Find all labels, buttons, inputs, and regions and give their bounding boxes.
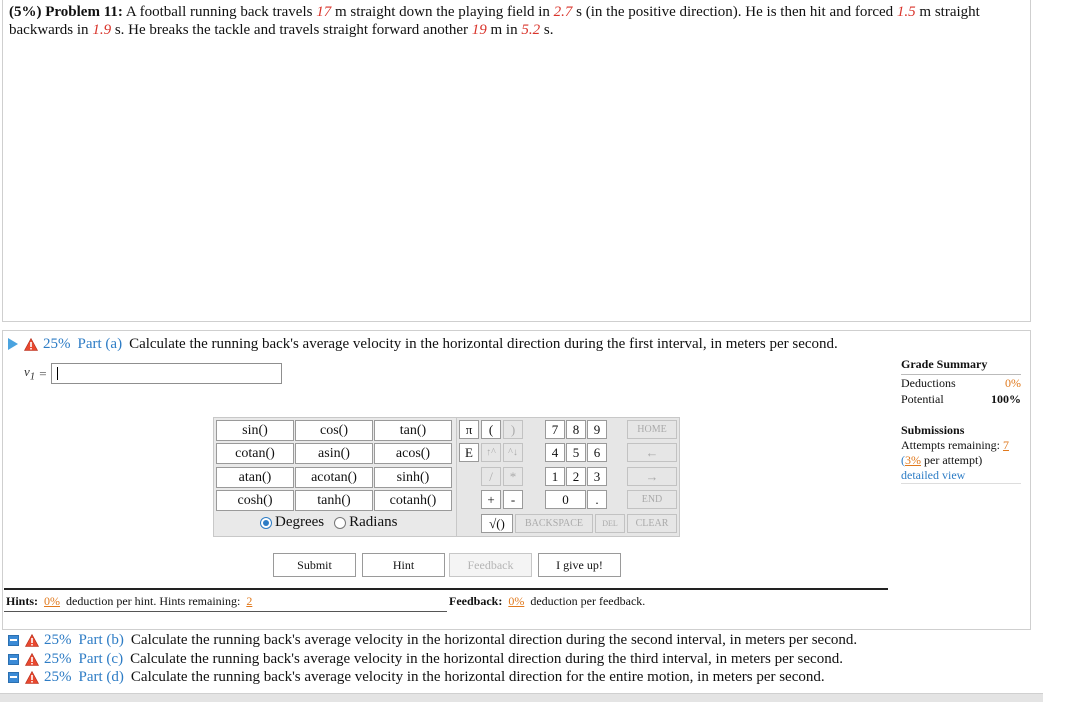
part-b-question: Calculate the running back's average velocity in the horizontal direction during the second interval, in meters per second. bbox=[130, 632, 858, 648]
submissions-panel bbox=[901, 423, 1021, 484]
hints-label: Hints: bbox=[6, 594, 39, 608]
part-d-weight: 25% bbox=[44, 669, 72, 685]
problem-text-1: A football running back travels bbox=[125, 4, 313, 20]
problem-text-3: s (in the positive direction). He is then hit and forced bbox=[576, 4, 894, 20]
submissions-title: Submissions bbox=[901, 423, 965, 437]
feedback-deduction: 0% bbox=[508, 594, 525, 608]
radians-radio[interactable] bbox=[334, 517, 346, 529]
potential-row bbox=[901, 391, 1021, 407]
collapse-icon[interactable] bbox=[8, 672, 19, 683]
key-pi[interactable]: π bbox=[459, 420, 479, 439]
problem-text-6: m in bbox=[490, 22, 518, 38]
feedback-label: Feedback: bbox=[449, 594, 503, 608]
func-cosh-button[interactable]: cosh() bbox=[216, 490, 294, 511]
key-7[interactable]: 7 bbox=[545, 420, 565, 439]
hint-button[interactable]: Hint bbox=[362, 553, 445, 577]
part-d-name: Part (d) bbox=[78, 669, 124, 685]
attempts-remaining: 7 bbox=[1002, 438, 1009, 452]
key-dot[interactable]: . bbox=[587, 490, 607, 509]
problem-box bbox=[2, 0, 1031, 322]
distance-2: 1.5 bbox=[896, 4, 916, 20]
key-down-caret[interactable]: ^↓ bbox=[503, 443, 523, 462]
radians-label: Radians bbox=[349, 514, 398, 530]
key-lparen[interactable]: ( bbox=[481, 420, 501, 439]
distance-1: 17 bbox=[316, 4, 332, 20]
func-sinh-button[interactable]: sinh() bbox=[374, 467, 452, 488]
key-6[interactable]: 6 bbox=[587, 443, 607, 462]
warning-icon bbox=[24, 338, 38, 351]
key-1[interactable]: 1 bbox=[545, 467, 565, 486]
time-2: 1.9 bbox=[92, 22, 112, 38]
distance-3: 19 bbox=[471, 22, 487, 38]
part-d-header[interactable] bbox=[8, 668, 825, 686]
func-sin-button[interactable]: sin() bbox=[216, 420, 294, 441]
answer-equals: = bbox=[39, 365, 47, 381]
grade-summary bbox=[901, 357, 1021, 407]
potential-label: Potential bbox=[901, 392, 944, 406]
key-del[interactable]: DEL bbox=[595, 514, 625, 533]
func-acos-button[interactable]: acos() bbox=[374, 443, 452, 464]
problem-statement bbox=[9, 3, 1029, 39]
per-attempt-pct: 3% bbox=[905, 453, 921, 467]
feedback-text bbox=[449, 594, 645, 609]
key-5[interactable]: 5 bbox=[566, 443, 586, 462]
func-acotan-button[interactable]: acotan() bbox=[295, 467, 373, 488]
function-table bbox=[213, 417, 457, 537]
key-up-caret[interactable]: ↑^ bbox=[481, 443, 501, 462]
func-cotan-button[interactable]: cotan() bbox=[216, 443, 294, 464]
hints-remaining: 2 bbox=[246, 594, 253, 608]
key-2[interactable]: 2 bbox=[566, 467, 586, 486]
answer-var-letter: v bbox=[24, 364, 30, 380]
part-d-question: Calculate the running back's average velocity in the horizontal direction for the entire motion, in meters per second. bbox=[130, 669, 825, 685]
feedback-button[interactable]: Feedback bbox=[449, 553, 532, 577]
problem-weight: (5%) bbox=[9, 4, 42, 20]
potential-value: 100% bbox=[991, 392, 1021, 406]
func-asin-button[interactable]: asin() bbox=[295, 443, 373, 464]
warning-icon bbox=[25, 653, 39, 666]
text-caret bbox=[57, 367, 58, 380]
attempts-label: Attempts remaining: bbox=[901, 438, 1000, 452]
problem-text-4: m straight backwards in bbox=[9, 4, 980, 38]
deductions-row bbox=[901, 375, 1021, 391]
key-e[interactable]: E bbox=[459, 443, 479, 462]
part-a-header[interactable] bbox=[8, 335, 838, 353]
problem-text-2: m straight down the playing field in bbox=[334, 4, 550, 20]
answer-input[interactable] bbox=[51, 363, 282, 384]
per-attempt-row bbox=[901, 453, 1021, 468]
warning-icon bbox=[25, 671, 39, 684]
key-rparen[interactable]: ) bbox=[503, 420, 523, 439]
problem-label: Problem 11: bbox=[45, 4, 123, 20]
part-a-question: Calculate the running back's average velocity in the horizontal direction during the first interval, in meters per second. bbox=[129, 336, 838, 352]
hints-description: deduction per hint. Hints remaining: bbox=[66, 594, 241, 608]
deductions-label: Deductions bbox=[901, 376, 956, 390]
part-b-header[interactable] bbox=[8, 631, 857, 649]
key-3[interactable]: 3 bbox=[587, 467, 607, 486]
hints-deduction: 0% bbox=[44, 594, 61, 608]
answer-var-sub: 1 bbox=[29, 370, 36, 383]
part-c-weight: 25% bbox=[44, 651, 72, 667]
detailed-view-link[interactable]: detailed view bbox=[901, 468, 1021, 484]
func-tan-button[interactable]: tan() bbox=[374, 420, 452, 441]
time-1: 2.7 bbox=[553, 4, 573, 20]
key-minus[interactable]: - bbox=[503, 490, 523, 509]
time-3: 5.2 bbox=[521, 22, 541, 38]
part-c-question: Calculate the running back's average velocity in the horizontal direction during the third interval, in meters per second. bbox=[130, 651, 843, 667]
per-attempt-text: per attempt) bbox=[924, 453, 983, 467]
problem-text-5: s. He breaks the tackle and travels straight forward another bbox=[114, 22, 469, 38]
key-sqrt[interactable]: √() bbox=[481, 514, 513, 533]
func-cotanh-button[interactable]: cotanh() bbox=[374, 490, 452, 511]
part-c-name: Part (c) bbox=[78, 651, 124, 667]
part-a-name: Part (a) bbox=[77, 336, 123, 352]
func-cos-button[interactable]: cos() bbox=[295, 420, 373, 441]
answer-row bbox=[24, 363, 282, 384]
key-0[interactable]: 0 bbox=[545, 490, 586, 509]
feedback-description: deduction per feedback. bbox=[530, 594, 646, 608]
per-attempt-paren: ( bbox=[901, 453, 905, 467]
keypad bbox=[456, 417, 680, 537]
feedback-bar bbox=[447, 588, 888, 612]
key-clear[interactable]: CLEAR bbox=[627, 514, 677, 533]
hints-bar bbox=[4, 588, 447, 612]
problem-text-7: s. bbox=[543, 22, 554, 38]
part-b-name: Part (b) bbox=[78, 632, 124, 648]
func-tanh-button[interactable]: tanh() bbox=[295, 490, 373, 511]
grade-summary-title: Grade Summary bbox=[901, 357, 1021, 375]
part-a-weight: 25% bbox=[43, 336, 71, 352]
deductions-value: 0% bbox=[1005, 376, 1021, 390]
key-8[interactable]: 8 bbox=[566, 420, 586, 439]
collapse-icon[interactable] bbox=[8, 654, 19, 665]
degrees-radio[interactable] bbox=[260, 517, 272, 529]
key-home[interactable]: HOME bbox=[627, 420, 677, 439]
key-multiply[interactable]: * bbox=[503, 467, 523, 486]
answer-variable bbox=[24, 364, 35, 383]
attempts-row bbox=[901, 438, 1021, 453]
key-divide[interactable]: / bbox=[481, 467, 501, 486]
submit-button[interactable]: Submit bbox=[273, 553, 356, 577]
collapse-icon[interactable] bbox=[8, 635, 19, 646]
warning-icon bbox=[25, 634, 39, 647]
part-c-header[interactable] bbox=[8, 650, 843, 668]
angle-mode bbox=[260, 514, 397, 531]
give-up-button[interactable]: I give up! bbox=[538, 553, 621, 577]
part-b-weight: 25% bbox=[44, 632, 72, 648]
key-9[interactable]: 9 bbox=[587, 420, 607, 439]
key-backspace[interactable]: BACKSPACE bbox=[515, 514, 593, 533]
key-4[interactable]: 4 bbox=[545, 443, 565, 462]
key-plus[interactable]: + bbox=[481, 490, 501, 509]
hints-text bbox=[6, 594, 252, 609]
expand-arrow-icon[interactable] bbox=[8, 338, 18, 350]
key-end[interactable]: END bbox=[627, 490, 677, 509]
arrow-right-icon[interactable]: → bbox=[627, 467, 677, 486]
degrees-label: Degrees bbox=[275, 514, 325, 530]
arrow-left-icon[interactable]: ← bbox=[627, 443, 677, 462]
func-atan-button[interactable]: atan() bbox=[216, 467, 294, 488]
